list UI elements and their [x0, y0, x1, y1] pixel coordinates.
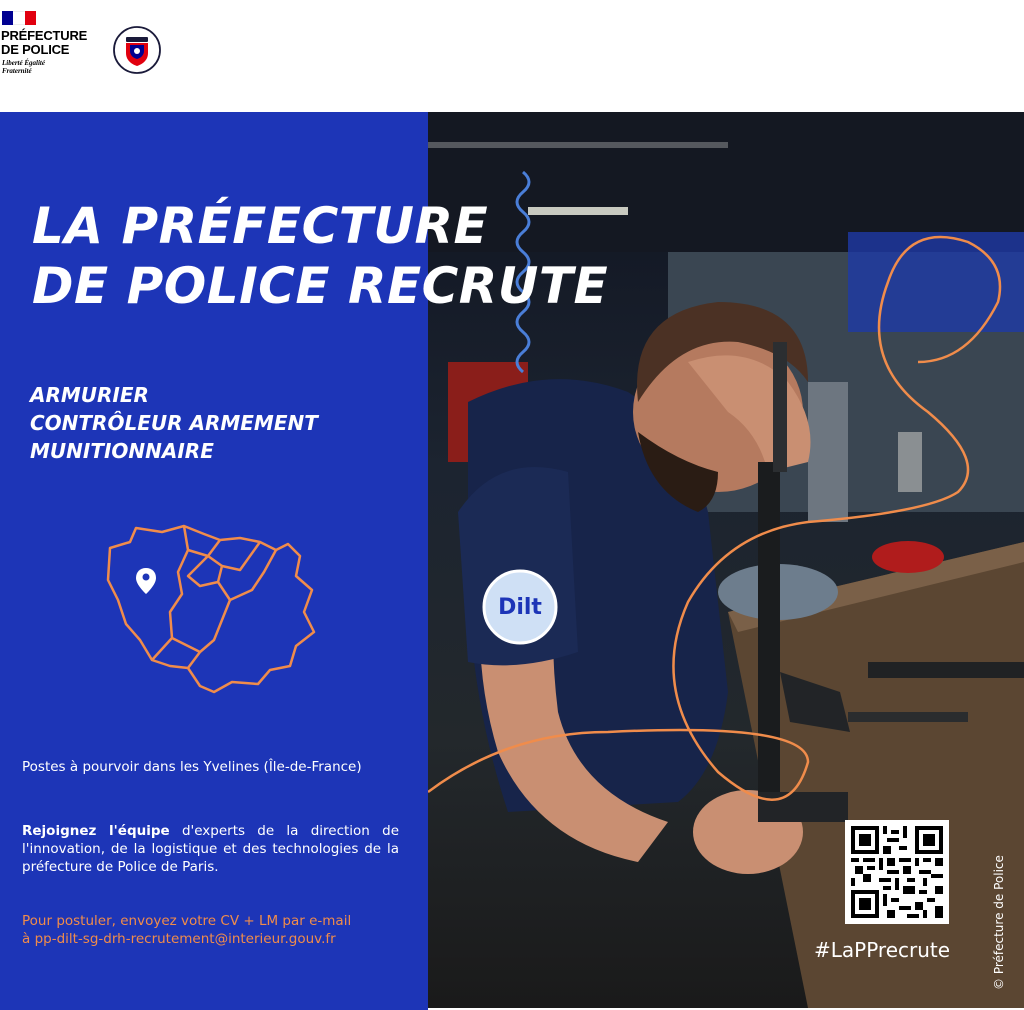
- apply-text: [22, 912, 412, 948]
- qr-code-icon[interactable]: [845, 820, 949, 924]
- headline: [32, 196, 608, 316]
- location-text: Postes à pourvoir dans les Yvelines (Île-de-France): [22, 759, 362, 775]
- header: [0, 0, 1024, 112]
- logo-motto: Liberté Égalité Fraternité: [2, 59, 45, 75]
- location-pin-icon: [136, 568, 156, 594]
- headline-line-2: DE POLICE RECRUTE: [32, 257, 609, 315]
- join-bold: Rejoignez l'équipe: [22, 823, 170, 839]
- join-rest: d'experts de la direction de l'innovation, de la logistique et des technologies de la préfecture de Police de Paris.: [22, 823, 399, 875]
- ile-de-france-map-icon: [100, 520, 320, 700]
- logo-name: PRÉFECTURE DE POLICE: [1, 28, 88, 57]
- job-title: ARMURIER: [30, 383, 149, 407]
- headline-line-1: LA PRÉFECTURE: [32, 197, 489, 255]
- dilt-badge-text: Dilt: [498, 595, 542, 620]
- police-prefecture-emblem-icon: [112, 25, 162, 75]
- join-text: [22, 822, 399, 876]
- job-titles: [30, 381, 318, 465]
- apply-line-1: Pour postuler, envoyez votre CV + LM par e-mail: [22, 913, 352, 929]
- job-title: MUNITIONNAIRE: [30, 439, 214, 463]
- copyright: © Préfecture de Police: [992, 855, 1006, 990]
- qr-code-pattern: [851, 826, 943, 918]
- job-title: CONTRÔLEUR ARMEMENT: [30, 411, 318, 435]
- french-flag-icon: [2, 11, 36, 25]
- hashtag: #LaPPrecrute: [814, 938, 951, 962]
- apply-email[interactable]: à pp-dilt-sg-drh-recrutement@interieur.gouv.fr: [22, 931, 336, 947]
